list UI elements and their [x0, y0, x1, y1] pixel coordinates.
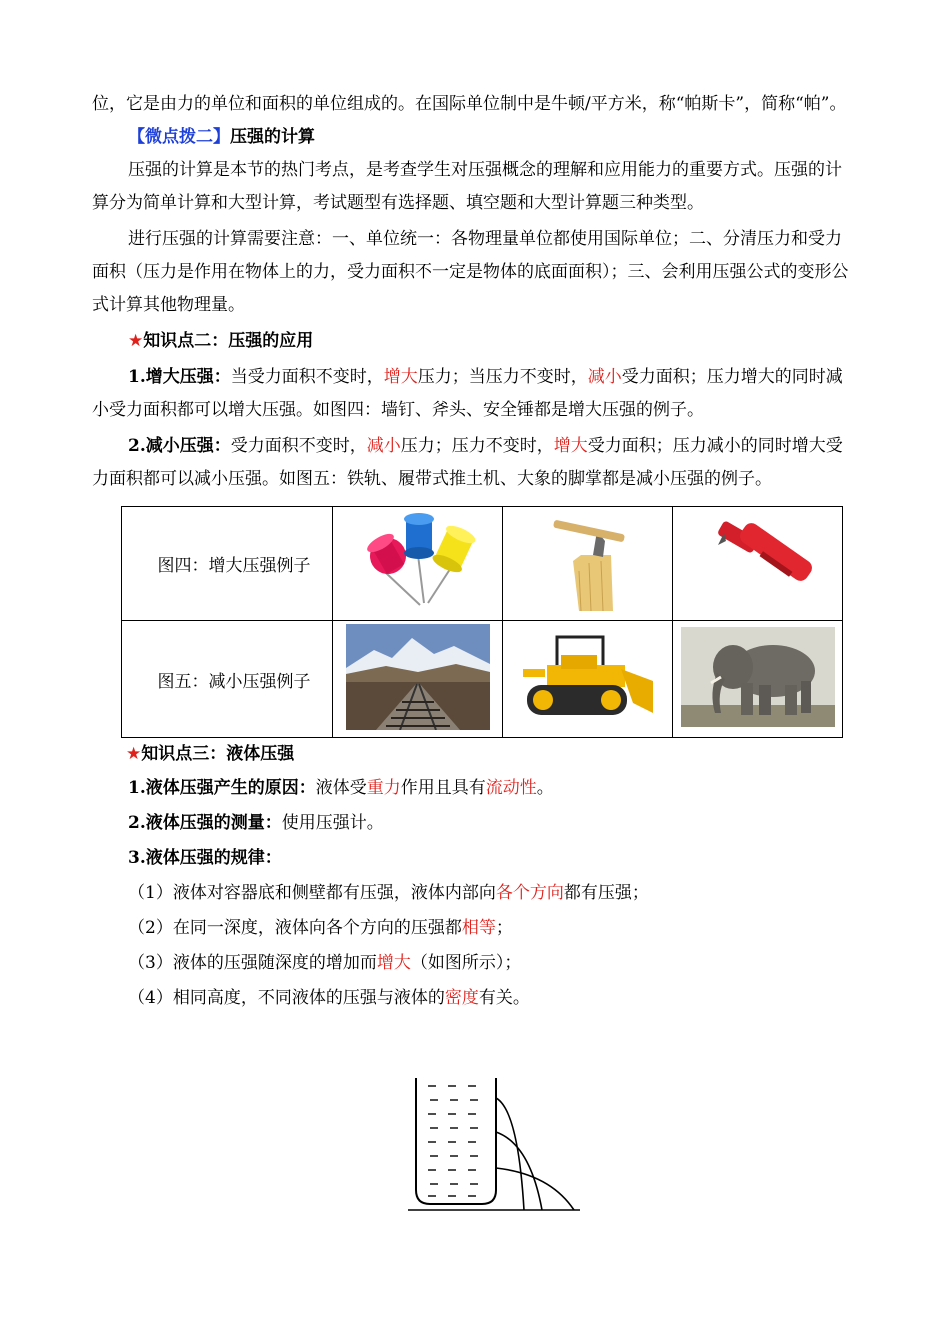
micro2-paragraph-2: 进行压强的计算需要注意：一、单位统一：各物理量单位都使用国际单位；二、分清压力和受力面积（压力是作用在物体上的力，受力面积不一定是物体的底面面积）；三、会利用压强公式的变形公式计算其他物理量。 — [92, 229, 849, 315]
star-icon: ★ — [128, 331, 144, 351]
text: 受力面积；压力增大的同时减小受力面积都可以增大压强。如图四：墙钉、斧头、安全锤都是增大压强的例子。 — [92, 367, 843, 420]
text: 受力面积；压力减小的同时增大受力面积都可以减小压强。如图五：铁轨、履带式推土机、大象的脚掌都是减小压强的例子。 — [92, 436, 843, 489]
measure-head: 2.液体压强的测量： — [128, 813, 282, 833]
kp3-heading — [92, 738, 858, 771]
keyword: 减小 — [366, 436, 401, 456]
text: （4）相同高度，不同液体的压强与液体的 — [128, 988, 445, 1008]
text: （2）在同一深度，液体向各个方向的压强都 — [128, 918, 462, 938]
keyword: 各个方向 — [495, 883, 564, 903]
keyword: 重力 — [366, 778, 401, 798]
intro-unit-text: 位，它是由力的单位和面积的单位组成的。在国际单位制中是牛顿/平方米，称“帕斯卡”，简称“帕”。 — [92, 94, 847, 114]
liquid-container-diagram — [400, 1070, 590, 1220]
text: ； — [495, 918, 513, 938]
row-label: 图五：减小压强例子 — [122, 621, 333, 738]
decrease-head: 2.减小压强： — [128, 436, 231, 456]
rule-item — [92, 911, 858, 946]
micro2-title: 压强的计算 — [230, 127, 315, 147]
micro2-heading — [92, 121, 858, 154]
safety-hammer-image — [673, 507, 843, 621]
text: 有关。 — [478, 988, 530, 1008]
axe-image — [503, 507, 673, 621]
rule-item — [92, 981, 858, 1016]
keyword: 相等 — [461, 918, 496, 938]
keyword: 增大 — [376, 953, 411, 973]
pushpins-image — [333, 507, 503, 621]
micro2-tag: 【微点拨二】 — [128, 127, 230, 147]
kp2-heading — [92, 325, 858, 358]
railway-image — [333, 621, 503, 738]
rules-heading: 3.液体压强的规律： — [128, 848, 282, 868]
text: （如图所示）； — [410, 953, 522, 973]
keyword: 减小 — [587, 367, 622, 387]
bulldozer-image — [503, 621, 673, 738]
rule-item — [92, 876, 858, 911]
text: 受力面积不变时， — [230, 436, 367, 456]
row-label: 图四：增大压强例子 — [122, 507, 333, 621]
page-content — [92, 88, 858, 1016]
liquid-pressure-list — [92, 771, 858, 1016]
increase-head: 1.增大压强： — [128, 367, 231, 387]
table-row — [122, 621, 843, 738]
kp2-title: 知识点二：压强的应用 — [143, 331, 314, 351]
text: 使用压强计。 — [281, 813, 384, 833]
increase-pressure-paragraph — [92, 361, 858, 427]
text: 都有压强； — [563, 883, 649, 903]
examples-table — [121, 506, 843, 738]
text: 。 — [536, 778, 554, 798]
text: 液体受 — [315, 778, 367, 798]
text: 压力；压力不变时， — [400, 436, 554, 456]
text: 当受力面积不变时， — [230, 367, 384, 387]
kp3-title: 知识点三：液体压强 — [141, 744, 295, 764]
elephant-image — [673, 621, 843, 738]
rule-item — [92, 946, 858, 981]
text: （3）液体的压强随深度的增加而 — [128, 953, 377, 973]
measure-paragraph — [92, 806, 858, 841]
star-icon: ★ — [126, 744, 142, 764]
cause-head: 1.液体压强产生的原因： — [128, 778, 316, 798]
text: 作用且具有 — [400, 778, 486, 798]
micro2-paragraph-1: 压强的计算是本节的热门考点，是考查学生对压强概念的理解和应用能力的重要方式。压强的计算分为简单计算和大型计算，考试题型有选择题、填空题和大型计算题三种类型。 — [92, 160, 842, 213]
keyword: 增大 — [553, 436, 588, 456]
table-row — [122, 507, 843, 621]
cause-paragraph — [92, 771, 858, 806]
text: 压力；当压力不变时， — [417, 367, 588, 387]
keyword: 增大 — [383, 367, 418, 387]
decrease-pressure-paragraph — [92, 430, 858, 496]
keyword: 流动性 — [485, 778, 537, 798]
keyword: 密度 — [444, 988, 479, 1008]
text: （1）液体对容器底和侧壁都有压强，液体内部向 — [128, 883, 496, 903]
